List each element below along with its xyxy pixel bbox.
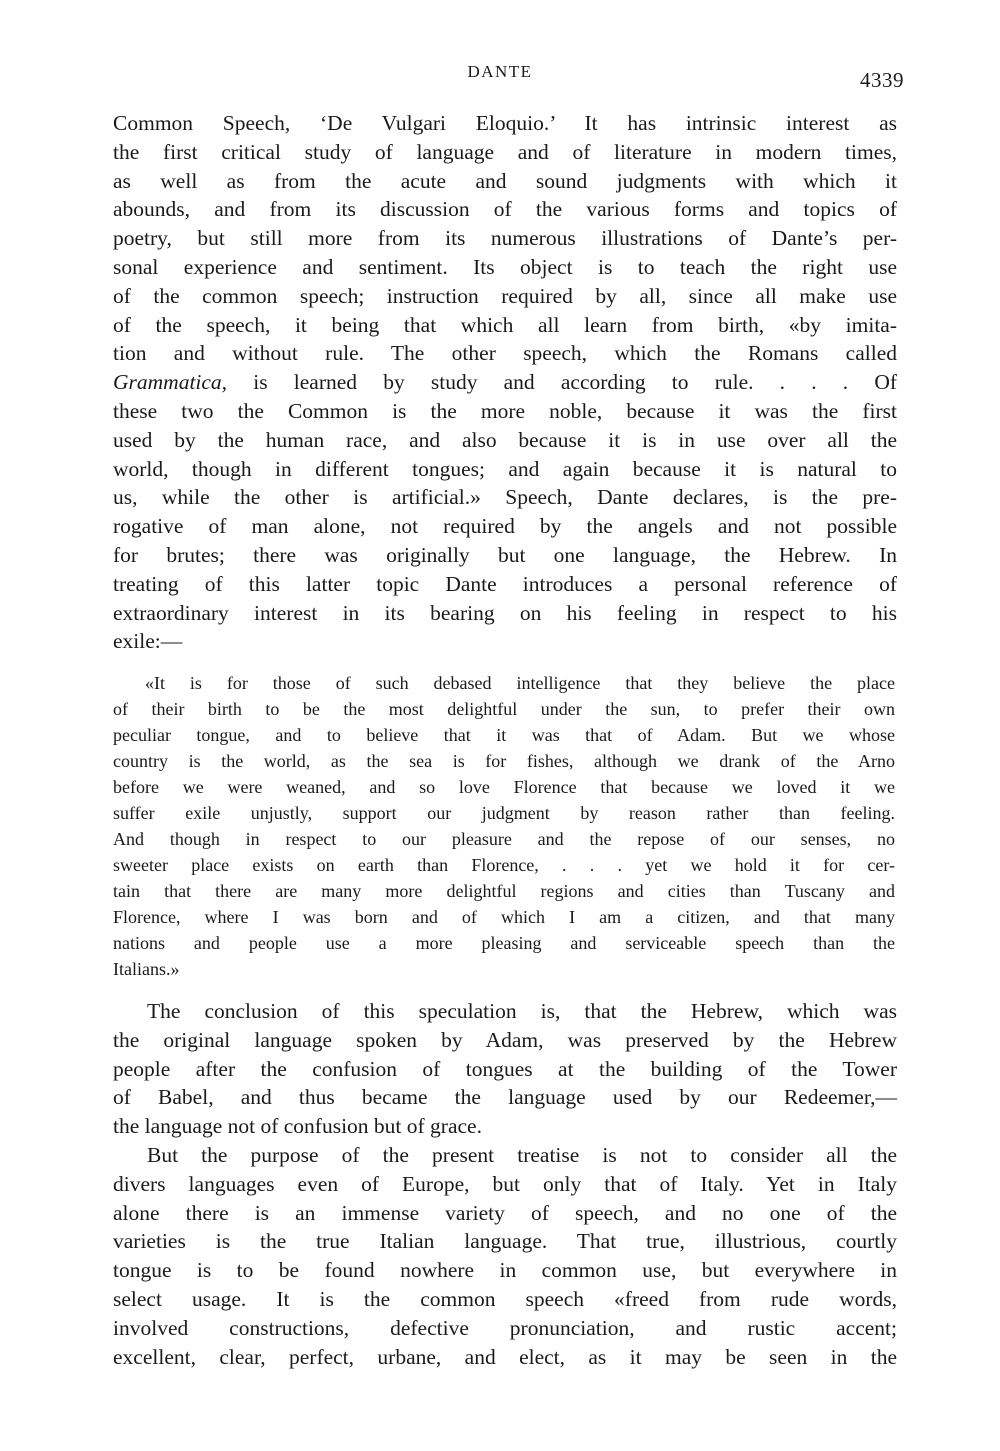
quote-line: sweeter place exists on earth than Florence, . . . yet we hold it for cer- <box>113 855 895 875</box>
quote-line: peculiar tongue, and to believe that it was that of Adam. But we whose <box>113 725 895 745</box>
text-line: sonal experience and sentiment. Its object is to teach the right use <box>113 254 897 279</box>
quote-line: of their birth to be the most delightful under the sun, to prefer their own <box>113 699 895 719</box>
paragraph-1 <box>113 109 897 656</box>
quote-line: before we were weaned, and so love Florence that because we loved it we <box>113 777 895 797</box>
text-line: Grammatica, is learned by study and according to rule. . . . Of <box>113 370 898 395</box>
text-line: divers languages even of Europe, but only that of Italy. Yet in Italy <box>113 1171 897 1196</box>
quote-line: country is the world, as the sea is for fishes, although we drank of the Arno <box>113 751 895 771</box>
text-line: abounds, and from its discussion of the various forms and topics of <box>113 197 897 222</box>
block-quotation <box>113 670 895 982</box>
quote-line: Florence, where I was born and of which I am a citizen, and that many <box>113 907 895 927</box>
text-line: us, while the other is artificial.» Speech, Dante declares, is the pre- <box>113 485 897 510</box>
text-line: of the common speech; instruction required by all, since all make use <box>113 283 897 308</box>
text-line: the original language spoken by Adam, was preserved by the Hebrew <box>113 1027 897 1052</box>
text-line: tion and without rule. The other speech, which the Romans called <box>113 341 897 366</box>
text-line: But the purpose of the present treatise is not to consider all the <box>147 1143 897 1167</box>
text-line: select usage. It is the common speech «freed from rude words, <box>113 1286 897 1311</box>
text-line: the first critical study of language and of literature in modern times, <box>113 139 897 164</box>
paragraph-2 <box>113 997 897 1141</box>
page-number: 4339 <box>860 68 904 92</box>
text-line: these two the Common is the more noble, because it was the first <box>113 398 897 423</box>
quote-line: suffer exile unjustly, support our judgment by reason rather than feeling. <box>113 803 895 823</box>
text-line: Common Speech, ‘De Vulgari Eloquio.’ It has intrinsic interest as <box>113 111 897 135</box>
text-line: of Babel, and thus became the language used by our Redeemer,— <box>113 1085 897 1110</box>
quote-line: Italians.» <box>113 959 180 979</box>
text-line: world, though in different tongues; and again because it is natural to <box>113 456 897 481</box>
text-line: rogative of man alone, not required by the angels and not possible <box>113 514 897 539</box>
running-head: DANTE <box>467 62 533 81</box>
text-line: as well as from the acute and sound judgments with which it <box>113 168 897 193</box>
text-line: people after the confusion of tongues at the building of the Tower <box>113 1056 897 1081</box>
text-line: exile:— <box>113 629 183 654</box>
text-line: used by the human race, and also because it is in use over all the <box>113 427 897 452</box>
text-line: poetry, but still more from its numerous illustrations of Dante’s per- <box>113 226 897 251</box>
quote-line: «It is for those of such debased intelligence that they believe the place <box>145 673 895 693</box>
quote-line: And though in respect to our pleasure and the repose of our senses, no <box>113 829 895 849</box>
text-line: the language not of confusion but of grace. <box>113 1114 482 1139</box>
paragraph-3 <box>113 1141 897 1371</box>
text-line: varieties is the true Italian language. That true, illustrious, courtly <box>113 1229 897 1254</box>
text-line: tongue is to be found nowhere in common use, but everywhere in <box>113 1258 897 1283</box>
text-line: excellent, clear, perfect, urbane, and elect, as it may be seen in the <box>113 1344 897 1369</box>
text-line: extraordinary interest in its bearing on his feeling in respect to his <box>113 600 897 625</box>
text-line: The conclusion of this speculation is, that the Hebrew, which was <box>147 999 897 1023</box>
quote-line: tain that there are many more delightful regions and cities than Tuscany and <box>113 881 895 901</box>
text-line: involved constructions, defective pronunciation, and rustic accent; <box>113 1315 897 1340</box>
text-line: for brutes; there was originally but one language, the Hebrew. In <box>113 542 897 567</box>
text-line: of the speech, it being that which all learn from birth, «by imita- <box>113 312 897 337</box>
quote-line: nations and people use a more pleasing and serviceable speech than the <box>113 933 895 953</box>
text-line: treating of this latter topic Dante introduces a personal reference of <box>113 571 897 596</box>
text-line: alone there is an immense variety of speech, and no one of the <box>113 1200 897 1225</box>
italic-term: Grammatica, <box>113 370 228 395</box>
